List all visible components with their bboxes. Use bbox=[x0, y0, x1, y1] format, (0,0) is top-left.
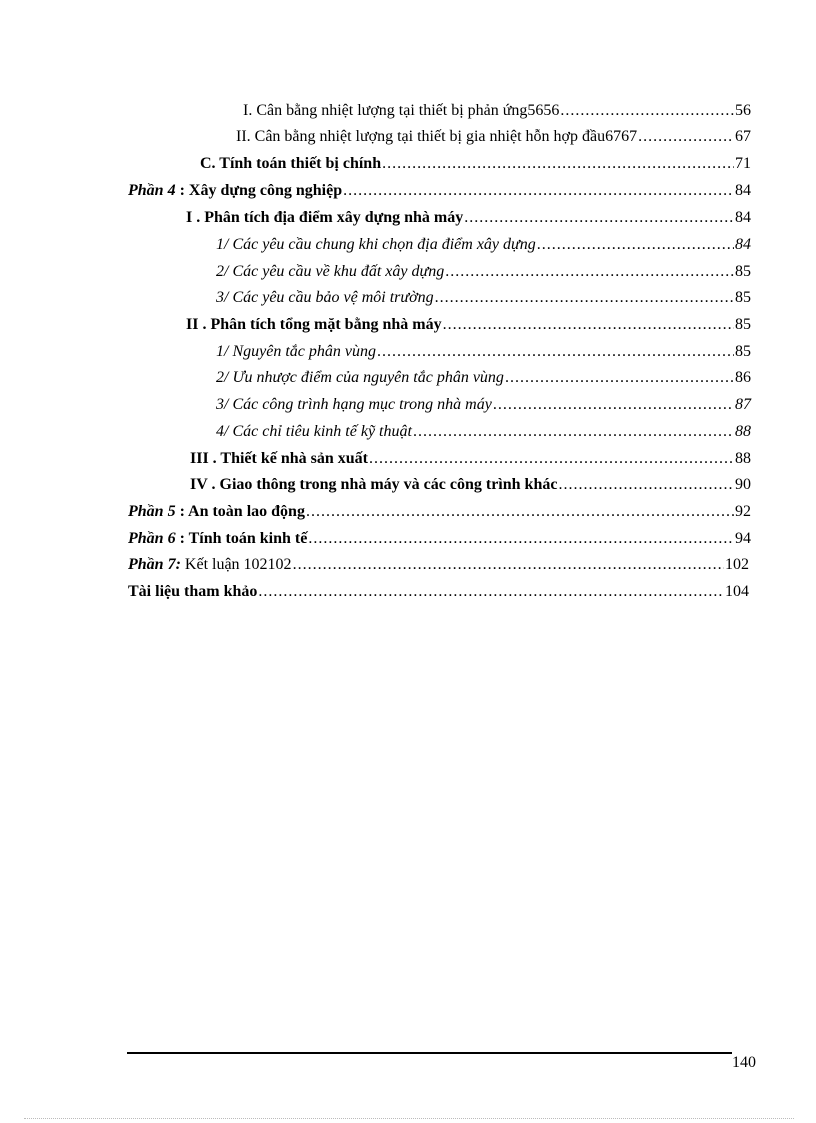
part-prefix: Phần 5 bbox=[128, 503, 176, 520]
toc-row bbox=[128, 181, 751, 201]
dot-leader bbox=[343, 181, 734, 201]
toc-row bbox=[216, 368, 751, 388]
toc-label: I. Cân bằng nhiệt lượng tại thiết bị phản ứng5656 bbox=[243, 102, 560, 119]
toc-label: III . Thiết kế nhà sản xuất bbox=[190, 450, 368, 467]
dot-leader bbox=[308, 529, 734, 549]
toc-page: 84 bbox=[735, 182, 751, 199]
footer-rule bbox=[127, 1052, 732, 1054]
toc-label: I . Phân tích địa điểm xây dựng nhà máy bbox=[186, 209, 464, 226]
toc-row bbox=[216, 288, 751, 308]
toc-row bbox=[128, 502, 751, 522]
toc-label: 2/ Các yêu cầu về khu đất xây dựng bbox=[216, 263, 445, 280]
toc-page: 94 bbox=[735, 530, 751, 547]
dot-leader bbox=[258, 582, 724, 602]
toc-row bbox=[128, 582, 749, 602]
toc-label: Tài liệu tham khảo bbox=[128, 583, 258, 600]
toc-page: 85 bbox=[735, 343, 751, 360]
page-number: 140 bbox=[732, 1054, 756, 1071]
toc-page: 92 bbox=[735, 503, 751, 520]
toc-page: 86 bbox=[735, 369, 751, 386]
toc-row bbox=[200, 154, 751, 174]
toc-page: 88 bbox=[735, 423, 751, 440]
dot-leader bbox=[493, 395, 734, 415]
dot-leader bbox=[377, 342, 734, 362]
page-edge-divider bbox=[24, 1118, 794, 1119]
toc-row bbox=[216, 422, 751, 442]
dot-leader bbox=[505, 368, 734, 388]
toc-row bbox=[236, 127, 751, 147]
dot-leader bbox=[638, 127, 734, 147]
toc-label: 1/ Nguyên tắc phân vùng bbox=[216, 343, 376, 360]
dot-leader bbox=[382, 154, 734, 174]
dot-leader bbox=[464, 208, 734, 228]
toc-row bbox=[186, 315, 751, 335]
dot-leader bbox=[560, 101, 734, 121]
toc-label: 1/ Các yêu cầu chung khi chọn địa điểm xây dựng bbox=[216, 236, 536, 253]
toc-label: II. Cân bằng nhiệt lượng tại thiết bị gia nhiệt hỗn hợp đầu6767 bbox=[236, 128, 638, 145]
toc-row bbox=[128, 555, 749, 575]
toc-page: 104 bbox=[725, 583, 749, 600]
part-prefix: Phần 6 bbox=[128, 530, 176, 547]
dot-leader bbox=[435, 288, 734, 308]
toc-row bbox=[190, 475, 751, 495]
toc-label: 2/ Ưu nhược điểm của nguyên tắc phân vùng bbox=[216, 369, 504, 386]
dot-leader bbox=[443, 315, 734, 335]
dot-leader bbox=[413, 422, 734, 442]
toc-label: C. Tính toán thiết bị chính bbox=[200, 155, 382, 172]
toc-page: 56 bbox=[735, 102, 751, 119]
toc-label: : Tính toán kinh tế bbox=[175, 530, 308, 547]
dot-leader bbox=[369, 449, 734, 469]
toc-label: 3/ Các công trình hạng mục trong nhà máy bbox=[216, 396, 492, 413]
toc-label: Kết luận 102102 bbox=[180, 556, 292, 573]
dot-leader bbox=[537, 235, 734, 255]
toc-page: 85 bbox=[735, 316, 751, 333]
toc-page: 67 bbox=[735, 128, 751, 145]
toc-row bbox=[216, 262, 751, 282]
toc-page: 84 bbox=[735, 209, 751, 226]
toc-page: 85 bbox=[735, 263, 751, 280]
dot-leader bbox=[293, 555, 724, 575]
toc-label: 3/ Các yêu cầu bảo vệ môi trường bbox=[216, 289, 434, 306]
part-prefix: Phần 7: bbox=[128, 556, 181, 573]
toc-label: : An toàn lao động bbox=[175, 503, 305, 520]
toc-row bbox=[216, 342, 751, 362]
toc-row bbox=[216, 235, 751, 255]
toc-label: 4/ Các chỉ tiêu kinh tế kỹ thuật bbox=[216, 423, 412, 440]
dot-leader bbox=[558, 475, 734, 495]
toc-row bbox=[190, 449, 751, 469]
toc-label: : Xây dựng công nghiệp bbox=[175, 182, 343, 199]
toc-row bbox=[216, 395, 751, 415]
toc-page: 88 bbox=[735, 450, 751, 467]
toc-page: 71 bbox=[735, 155, 751, 172]
toc-row bbox=[128, 529, 751, 549]
toc-page: 102 bbox=[725, 556, 749, 573]
toc-page: 87 bbox=[735, 396, 751, 413]
toc-page: 85 bbox=[735, 289, 751, 306]
toc-page: 84 bbox=[735, 236, 751, 253]
toc-row bbox=[186, 208, 751, 228]
dot-leader bbox=[306, 502, 734, 522]
dot-leader bbox=[445, 262, 734, 282]
toc-row bbox=[243, 101, 751, 121]
toc-label: II . Phân tích tổng mặt bằng nhà máy bbox=[186, 316, 442, 333]
toc-page: 90 bbox=[735, 476, 751, 493]
part-prefix: Phần 4 bbox=[128, 182, 176, 199]
toc-label: IV . Giao thông trong nhà máy và các công trình khác bbox=[190, 476, 558, 493]
